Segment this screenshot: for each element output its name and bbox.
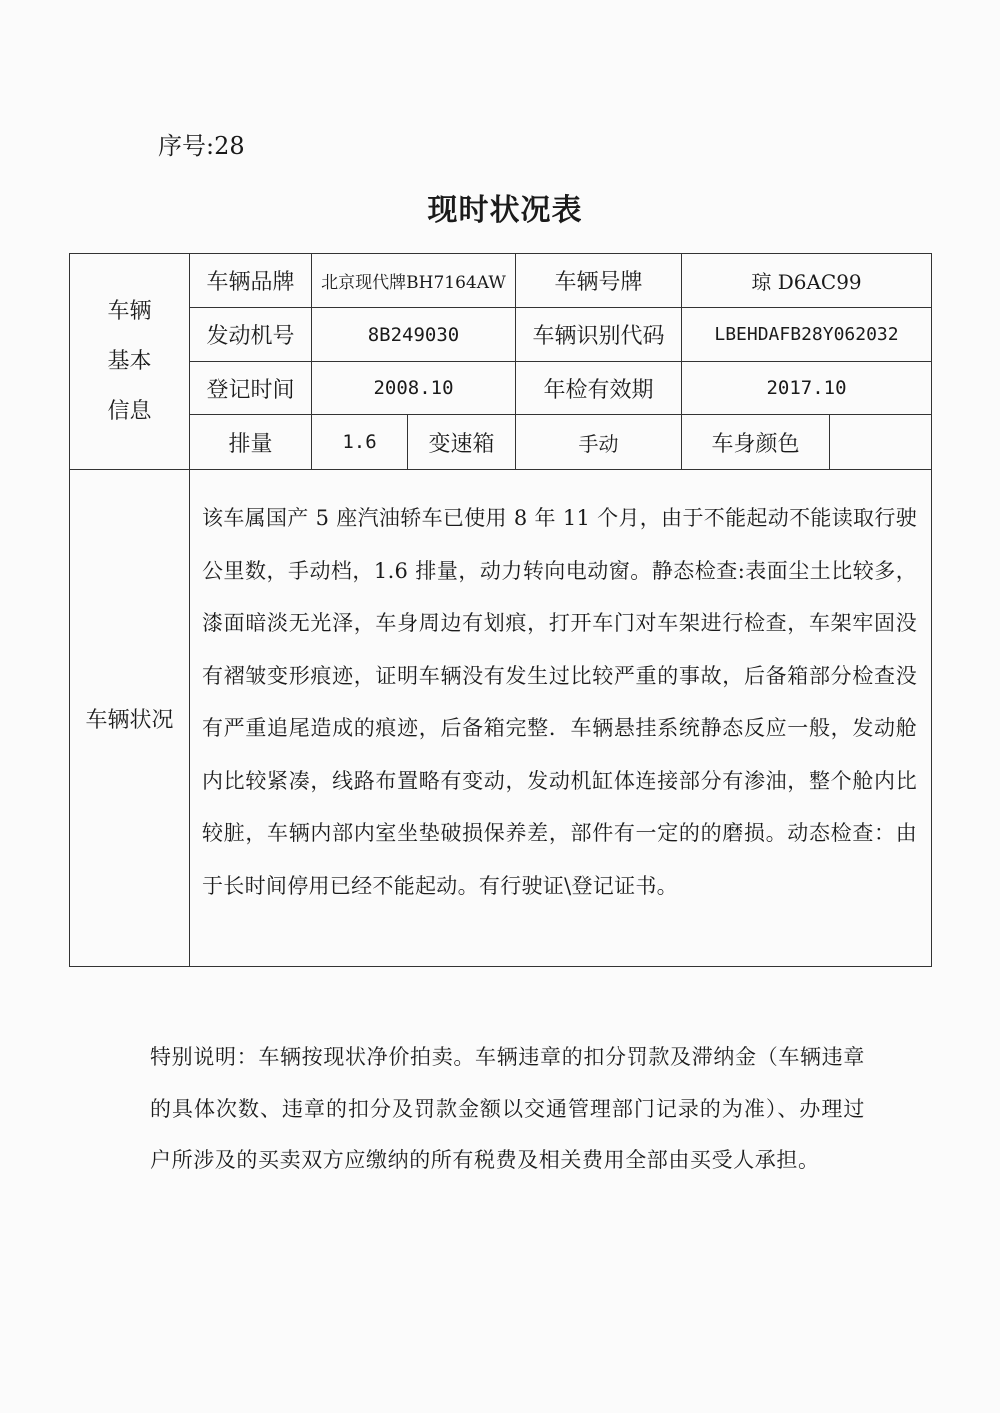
plate-value: 琼 D6AC99 xyxy=(682,254,932,308)
vin-value: LBEHDAFB28Y062032 xyxy=(682,308,932,362)
page-title: 现时状况表 xyxy=(427,193,583,228)
vehicle-status-table-wrapper xyxy=(69,253,931,966)
gearbox-label: 变速箱 xyxy=(408,415,516,470)
inspection-valid-label: 年检有效期 xyxy=(516,362,682,415)
engine-number-value: 8B249030 xyxy=(312,308,516,362)
engine-number-label: 发动机号 xyxy=(190,308,312,362)
displacement-value: 1.6 xyxy=(312,415,408,470)
registration-date-value: 2008.10 xyxy=(312,362,516,415)
table-row xyxy=(70,254,932,308)
inspection-valid-value: 2017.10 xyxy=(682,362,932,415)
brand-value: 北京现代牌BH7164AW xyxy=(312,254,516,308)
basic-info-section-label xyxy=(70,254,190,470)
condition-description: 该车属国产 5 座汽油轿车已使用 8 年 11 个月，由于不能起动不能读取行驶公里数，手动档，1.6 排量，动力转向电动窗。静态检查:表面尘土比较多，漆面暗淡无光泽，车身周边有划痕，打开车门对车架进行检查，车架牢固没有褶皱变形痕迹，证明车辆没有发生过比较严重的事故，后备箱部分检查没有严重追尾造成的痕迹，后备箱完整．车辆悬挂系统静态反应一般，发动舱内比较紧凑，线路布置略有变动，发动机缸体连接部分有渗油，整个舱内比较脏，车辆内部内室坐垫破损保养差，部件有一定的的磨损。动态检查：由于长时间停用已经不能起动。有行驶证\登记证书。 xyxy=(190,470,932,967)
table-row xyxy=(70,470,932,967)
registration-date-label: 登记时间 xyxy=(190,362,312,415)
vehicle-status-table xyxy=(69,253,932,967)
body-color-label: 车身颜色 xyxy=(682,415,830,470)
vin-label: 车辆识别代码 xyxy=(516,308,682,362)
table-row xyxy=(70,308,932,362)
serial-number: 序号:28 xyxy=(158,132,245,160)
table-row xyxy=(70,362,932,415)
section-label-line: 基本 xyxy=(107,348,152,374)
condition-label: 车辆状况 xyxy=(70,470,190,967)
special-note: 特别说明：车辆按现状净价拍卖。车辆违章的扣分罚款及滞纳金（车辆违章的具体次数、违章的扣分及罚款金额以交通管理部门记录的为准）、办理过户所涉及的买卖双方应缴纳的所有税费及相关费用全部由买受人承担。 xyxy=(150,1045,865,1172)
section-label-line: 信息 xyxy=(107,398,152,424)
plate-label: 车辆号牌 xyxy=(516,254,682,308)
brand-label: 车辆品牌 xyxy=(190,254,312,308)
section-label-line: 车辆 xyxy=(107,298,152,324)
displacement-label: 排量 xyxy=(190,415,312,470)
gearbox-value: 手动 xyxy=(516,415,682,470)
table-row xyxy=(70,415,932,470)
body-color-value xyxy=(830,415,932,470)
